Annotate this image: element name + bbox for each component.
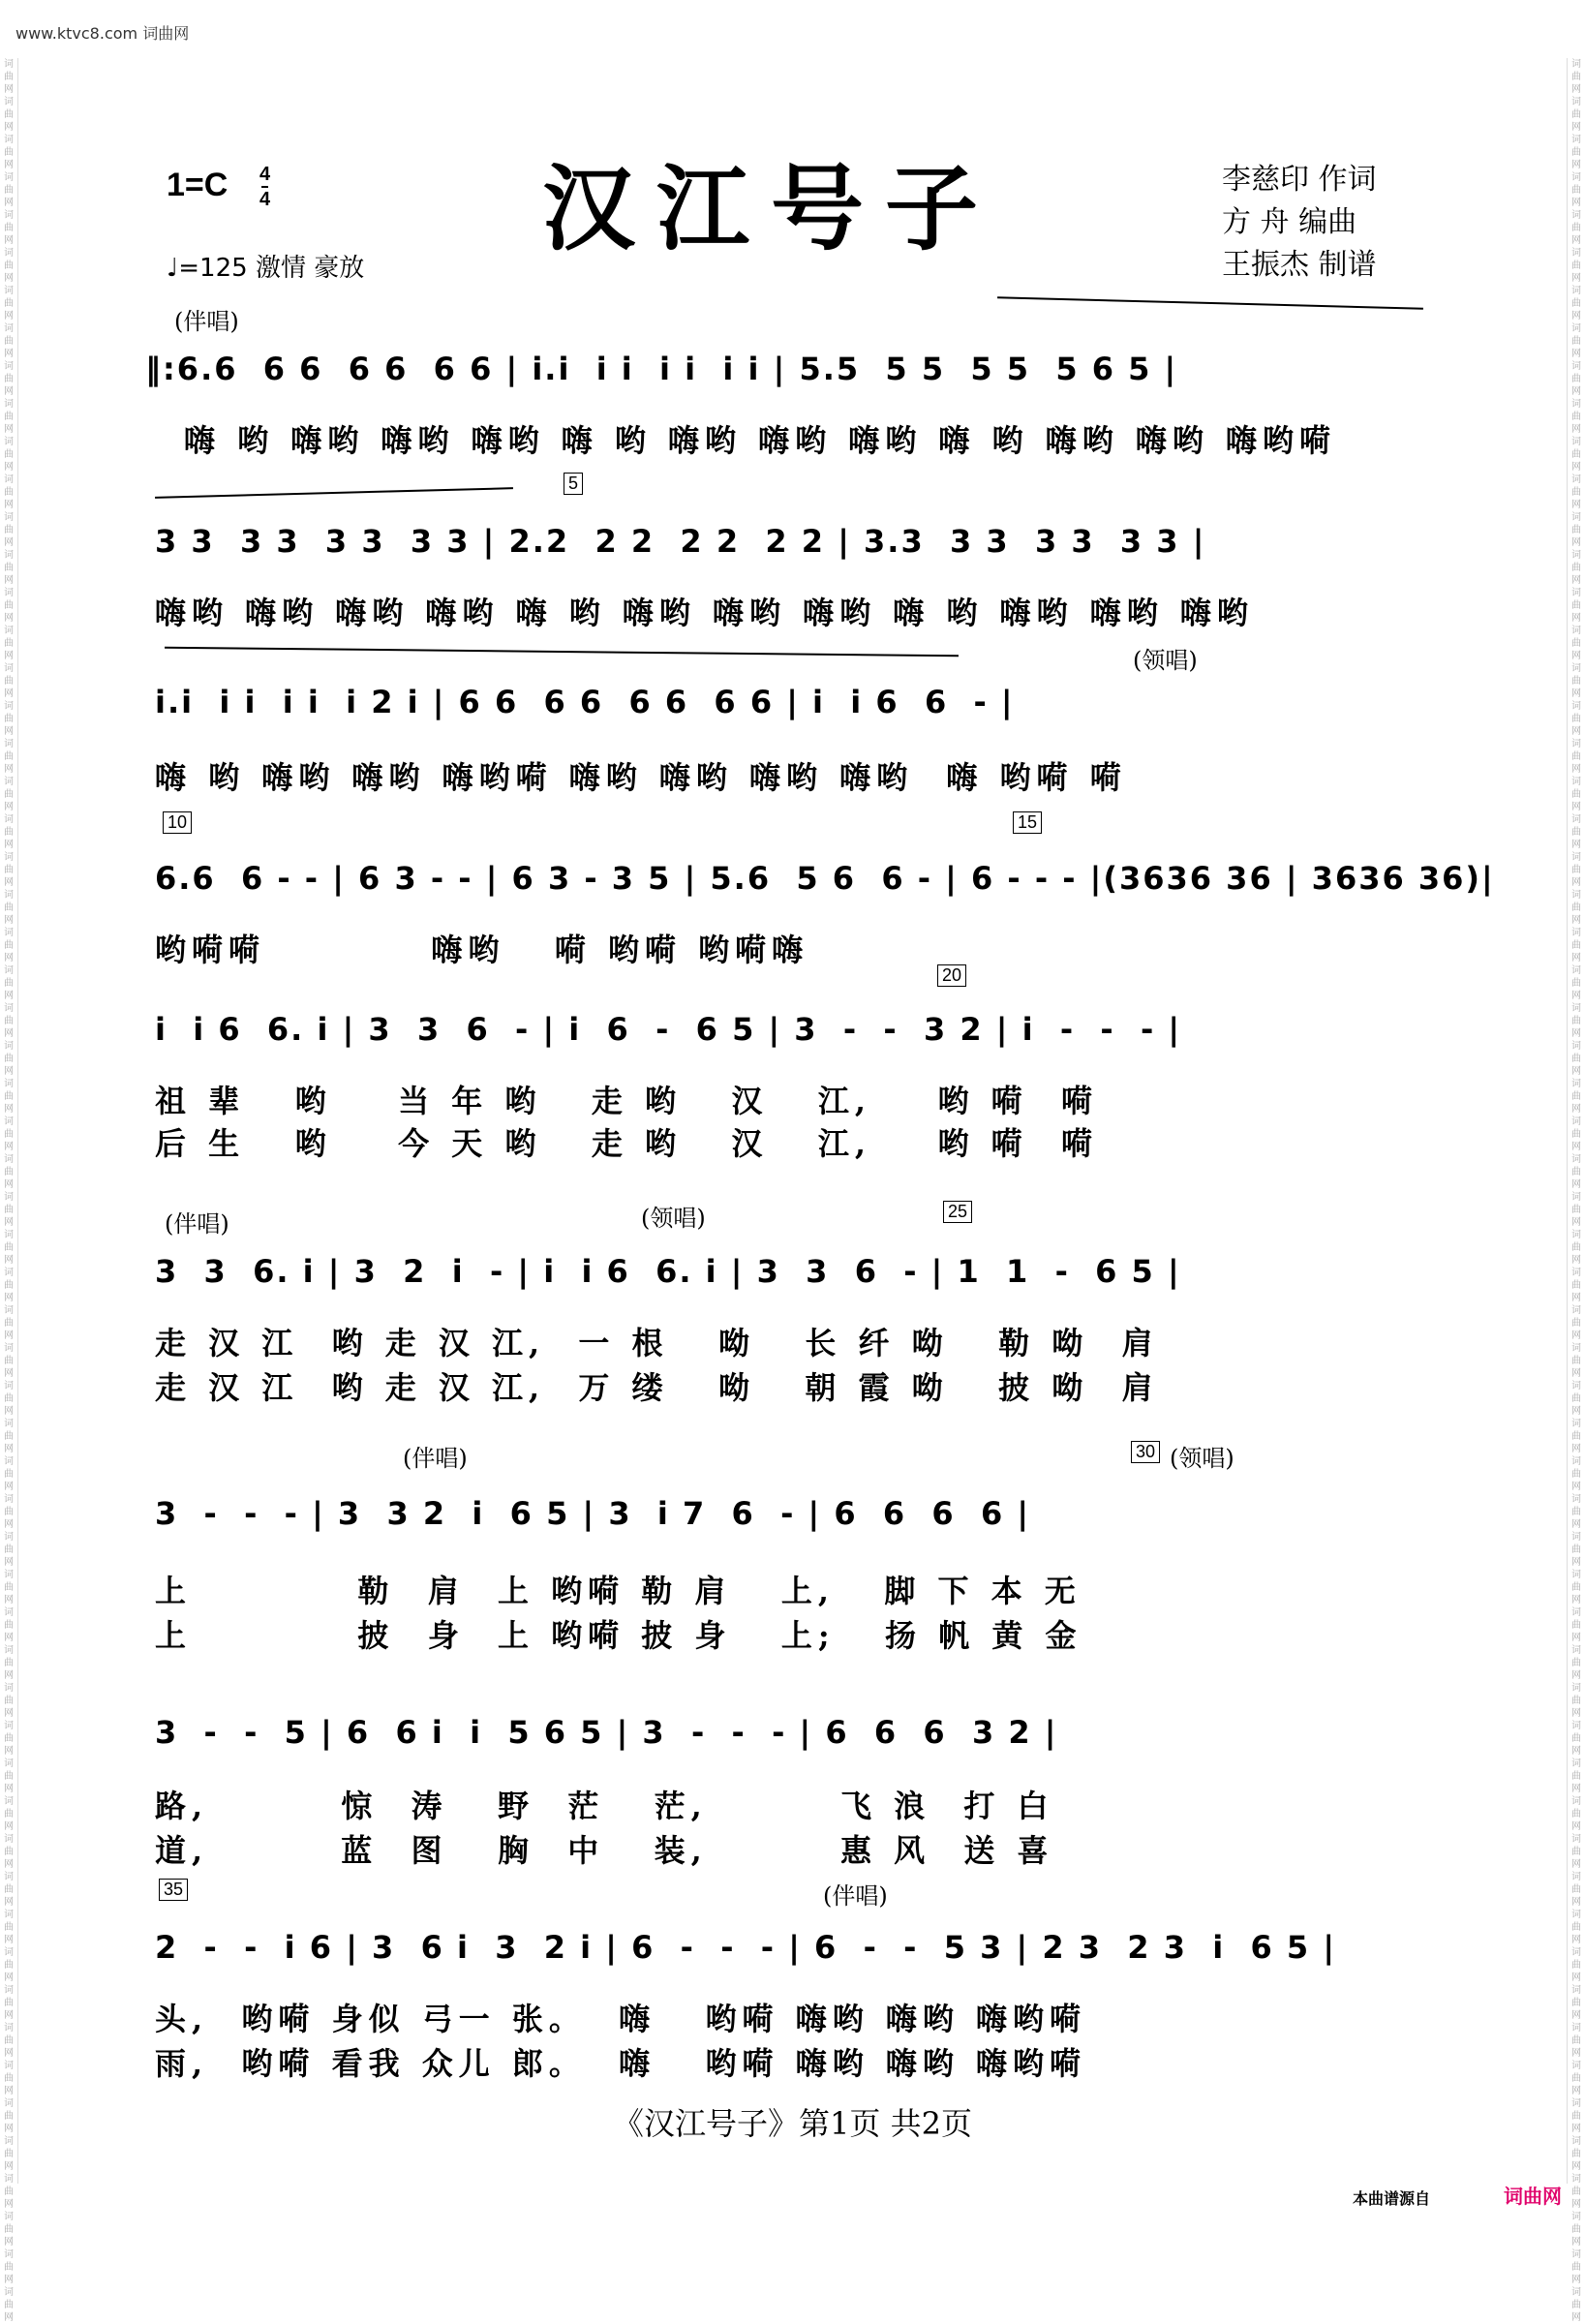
measure-number: 5 bbox=[564, 473, 583, 495]
page-title: 汉江号子 bbox=[542, 154, 999, 263]
notation-line: ‖:6.6 6 6 6 6 6 6 | i.i i i i i i i | 5.5 5 5 5 5 5 6 5 | bbox=[145, 351, 1178, 387]
lyric-line: 嗨哟 嗨哟 嗨哟 嗨哟 嗨 哟 嗨哟 嗨哟 嗨哟 嗨 哟 嗨哟 嗨哟 嗨哟 bbox=[155, 595, 1254, 631]
page-footer: 《汉江号子》第1页 共2页 bbox=[613, 2105, 972, 2142]
notation-line: 3 - - - | 3 3 2 i 6 5 | 3 i 7 6 - | 6 6 6 6 | bbox=[155, 1495, 1031, 1532]
part-annotation: (领唱) bbox=[641, 1205, 706, 1232]
brand-logo[interactable]: 词曲网 bbox=[1504, 2185, 1562, 2208]
lyricist-credit: 李慈印 作词 bbox=[1222, 163, 1377, 197]
notation-line: 2 - - i 6 | 3 6 i 3 2 i | 6 - - - | 6 - - 5 3 | 2 3 2 3 i 6 5 | bbox=[155, 1929, 1336, 1966]
lyric-line: 后 生 哟 今 天 哟 走 哟 汉 江, 哟 嗬 嗬 bbox=[155, 1125, 1098, 1162]
time-signature-top: 4 bbox=[259, 164, 271, 185]
tempo-marking: ♩=125 激情 豪放 bbox=[167, 254, 365, 283]
lyric-line: 祖 辈 哟 当 年 哟 走 哟 汉 江, 哟 嗬 嗬 bbox=[155, 1083, 1098, 1119]
lyric-line: 雨, 哟嗬 看我 众儿 郎。 嗨 哟嗬 嗨哟 嗨哟 嗨哟嗬 bbox=[155, 2045, 1086, 2082]
lyric-line: 上 勒 肩 上 哟嗬 勒 肩 上, 脚 下 本 无 bbox=[155, 1573, 1082, 1609]
right-watermark-stripe: 词曲网词曲网词曲网词曲网词曲网词曲网词曲网词曲网词曲网词曲网词曲网词曲网词曲网词曲网词曲网词曲网词曲网词曲网词曲网词曲网词曲网词曲网词曲网词曲网词曲网词曲网词曲网词曲网词曲网词曲网词曲网词曲网词曲网词曲网词曲网词曲网词曲网词曲网词曲网词曲网词曲网词曲网词曲网词曲网词曲网词曲网词曲网词曲网词曲网词曲网词曲网词曲网词曲网词曲网词曲网词曲网词曲网词曲网词曲网词曲网 bbox=[1571, 59, 1581, 2323]
credits bbox=[1222, 159, 1377, 287]
notation-line: 3 3 6. i | 3 2 i - | i i 6 6. i | 3 3 6 - | 1 1 - 6 5 | bbox=[155, 1253, 1181, 1290]
notation-line: i.i i i i i i 2 i | 6 6 6 6 6 6 6 6 | i i 6 6 - | bbox=[155, 684, 1015, 720]
source-label: 本曲谱源自 bbox=[1352, 2189, 1430, 2208]
part-annotation: (领唱) bbox=[1133, 647, 1198, 674]
part-annotation: (伴唱) bbox=[403, 1445, 468, 1472]
notation-line: i i 6 6. i | 3 3 6 - | i 6 - 6 5 | 3 - - 3 2 | i - - - | bbox=[155, 1011, 1182, 1048]
lyric-line: 嗨 哟 嗨哟 嗨哟 嗨哟嗬 嗨哟 嗨哟 嗨哟 嗨哟 嗨 哟嗬 嗬 bbox=[155, 759, 1127, 796]
measure-number: 15 bbox=[1013, 811, 1042, 834]
transcriber-credit: 王振杰 制谱 bbox=[1222, 248, 1377, 282]
left-watermark-stripe: 词曲网词曲网词曲网词曲网词曲网词曲网词曲网词曲网词曲网词曲网词曲网词曲网词曲网词曲网词曲网词曲网词曲网词曲网词曲网词曲网词曲网词曲网词曲网词曲网词曲网词曲网词曲网词曲网词曲网词曲网词曲网词曲网词曲网词曲网词曲网词曲网词曲网词曲网词曲网词曲网词曲网词曲网词曲网词曲网词曲网词曲网词曲网词曲网词曲网词曲网词曲网词曲网词曲网词曲网词曲网词曲网词曲网词曲网词曲网词曲网 bbox=[4, 59, 14, 2323]
lyric-line: 路, 惊 涛 野 茫 茫, 飞 浪 打 白 bbox=[155, 1788, 1054, 1824]
lyric-line: 头, 哟嗬 身似 弓一 张。 嗨 哟嗬 嗨哟 嗨哟 嗨哟嗬 bbox=[155, 2001, 1086, 2037]
notation-line: 6.6 6 - - | 6 3 - - | 6 3 - 3 5 | 5.6 5 6 6 - | 6 - - - |(3636 36 | 3636 36)| bbox=[155, 860, 1495, 897]
notation-line: 3 - - 5 | 6 6 i i 5 6 5 | 3 - - - | 6 6 6 3 2 | bbox=[155, 1714, 1058, 1751]
notation-line: 3 3 3 3 3 3 3 3 | 2.2 2 2 2 2 2 2 | 3.3 3 3 3 3 3 3 | bbox=[155, 523, 1206, 560]
lyric-line: 哟嗬嗬 嗨哟 嗬 哟嗬 哟嗬嗨 bbox=[155, 932, 809, 968]
time-signature-bottom: 4 bbox=[259, 189, 271, 210]
lyric-line: 上 披 身 上 哟嗬 披 身 上; 扬 帆 黄 金 bbox=[155, 1617, 1082, 1654]
measure-number: 30 bbox=[1131, 1441, 1160, 1463]
crescendo-mark bbox=[155, 487, 513, 499]
part-annotation: (伴唱) bbox=[174, 308, 239, 335]
arranger-credit: 方 舟 编曲 bbox=[1222, 205, 1357, 239]
measure-number: 35 bbox=[159, 1879, 188, 1901]
site-watermark: www.ktvc8.com 词曲网 bbox=[15, 24, 190, 43]
measure-number: 10 bbox=[163, 811, 192, 834]
lyric-line: 走 汉 江 哟 走 汉 江, 万 缕 呦 朝 霞 呦 披 呦 肩 bbox=[155, 1369, 1159, 1406]
lyric-line: 道, 蓝 图 胸 中 装, 惠 风 送 喜 bbox=[155, 1832, 1054, 1869]
lyric-line: 走 汉 江 哟 走 汉 江, 一 根 呦 长 纤 呦 勒 呦 肩 bbox=[155, 1325, 1159, 1361]
decrescendo-mark bbox=[997, 296, 1423, 310]
measure-number: 20 bbox=[937, 964, 966, 987]
measure-number: 25 bbox=[943, 1201, 972, 1223]
part-annotation: (伴唱) bbox=[165, 1210, 229, 1238]
lyric-line: 嗨 哟 嗨哟 嗨哟 嗨哟 嗨 哟 嗨哟 嗨哟 嗨哟 嗨 哟 嗨哟 嗨哟 嗨哟嗬 bbox=[184, 422, 1336, 459]
key-signature: 1=C bbox=[167, 167, 229, 203]
left-margin-line bbox=[17, 58, 18, 2184]
part-annotation: (领唱) bbox=[1170, 1445, 1234, 1472]
part-annotation: (伴唱) bbox=[823, 1882, 888, 1910]
time-signature bbox=[259, 163, 270, 211]
decrescendo-mark bbox=[165, 647, 959, 657]
